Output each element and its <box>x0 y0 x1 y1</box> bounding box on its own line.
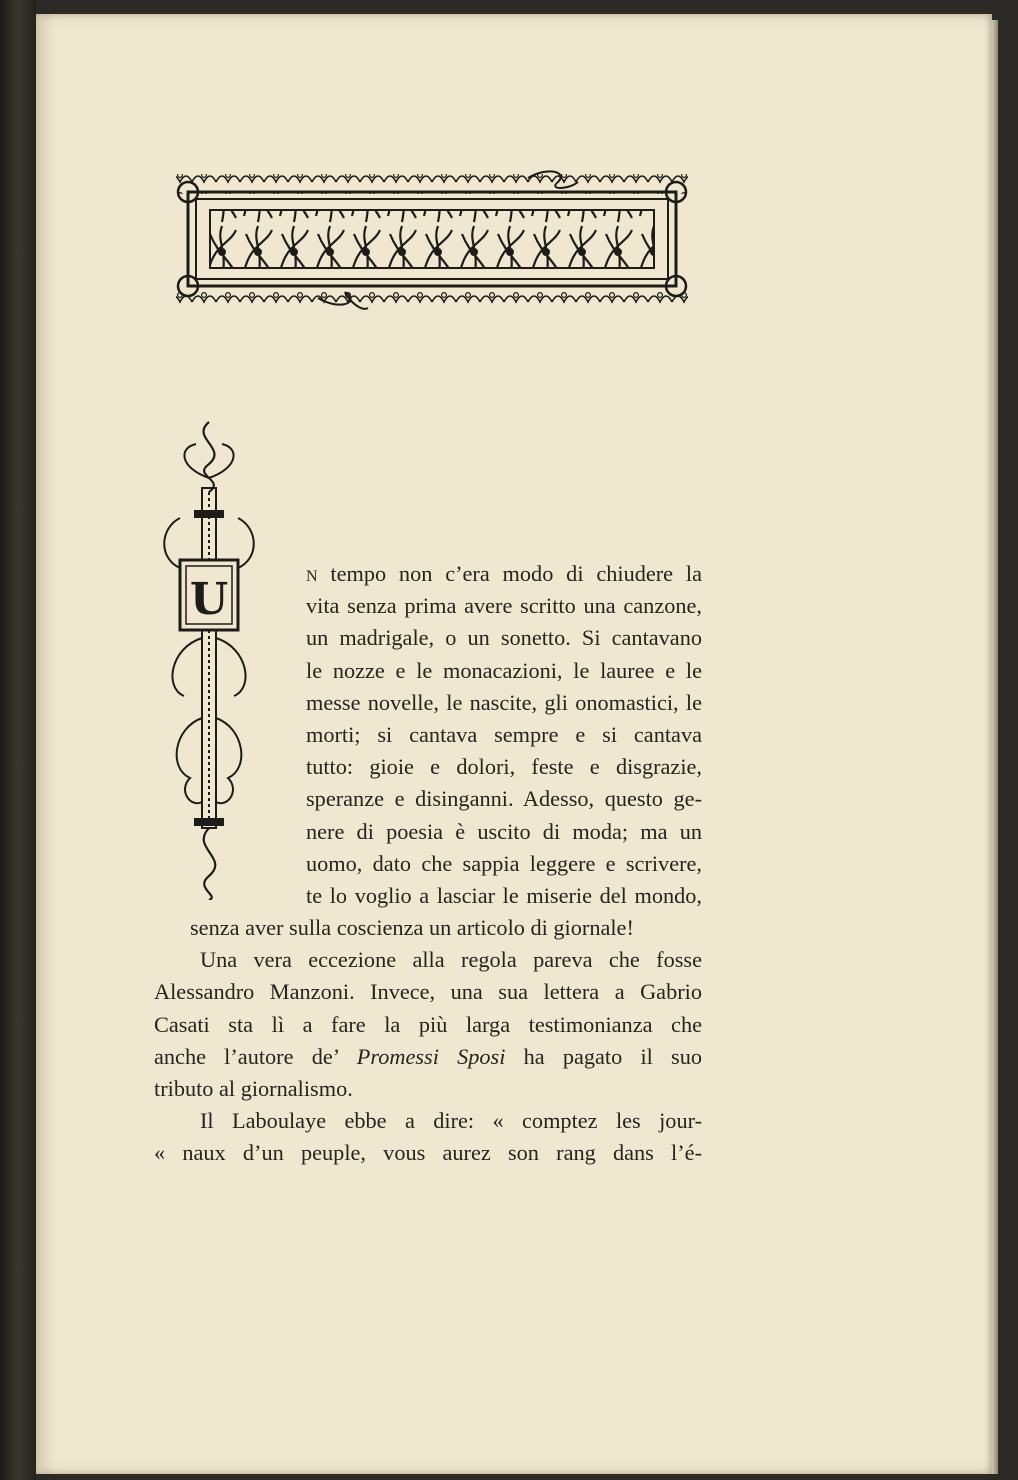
para2-line-3: Casati sta lì a fare la più larga testimonianza che <box>154 1011 702 1037</box>
para2-line-1: Una vera eccezione alla regola pareva che fosse <box>200 947 702 973</box>
text-line-10: uomo, dato che sappia leggere e scrivere, <box>306 850 702 876</box>
para3-line-1: Il Laboulaye ebbe a dire: « comptez les jour- <box>200 1108 702 1134</box>
text-line-12: senza aver sulla coscienza un articolo di giornale! <box>190 915 634 941</box>
text-line-2: vita senza prima avere scritto una canzone, <box>306 593 702 619</box>
text-line-11: te lo voglio a lasciar le miserie del mondo, <box>306 882 702 908</box>
text-line-7: tutto: gioie e dolori, feste e disgrazie, <box>306 754 702 780</box>
text-line-9: nere di poesia è uscito di moda; ma un <box>306 818 702 844</box>
page-edge <box>992 20 998 1474</box>
para3-line-2: « naux d’un peuple, vous aurez son rang dans l’é- <box>154 1140 702 1166</box>
para2-line-4: anche l’autore de’ Promessi Sposi ha pagato il suo <box>154 1043 703 1069</box>
drop-cap-letter: U <box>189 574 229 625</box>
text-line-5: messe novelle, le nascite, gli onomastici, le <box>306 689 702 715</box>
text-line-6: morti; si cantava sempre e si cantava <box>306 721 702 747</box>
text-line-8: speranze e disinganni. Adesso, questo ge- <box>306 786 702 812</box>
text-line-3: un madrigale, o un sonetto. Si cantavano <box>306 625 702 651</box>
text-line-1: n tempo non c’era modo di chiudere la <box>306 561 702 586</box>
body-text <box>154 558 702 1170</box>
text-line-4: le nozze e le monacazioni, le lauree e le <box>306 657 702 683</box>
headpiece-ornament <box>168 168 696 318</box>
para2-line-5: tributo al giornalismo. <box>154 1076 353 1101</box>
book-spine <box>0 0 36 1480</box>
book-title: Promessi Sposi <box>356 1043 506 1069</box>
para2-line-2: Alessandro Manzoni. Invece, una sua lettera a Gabrio <box>154 979 702 1005</box>
